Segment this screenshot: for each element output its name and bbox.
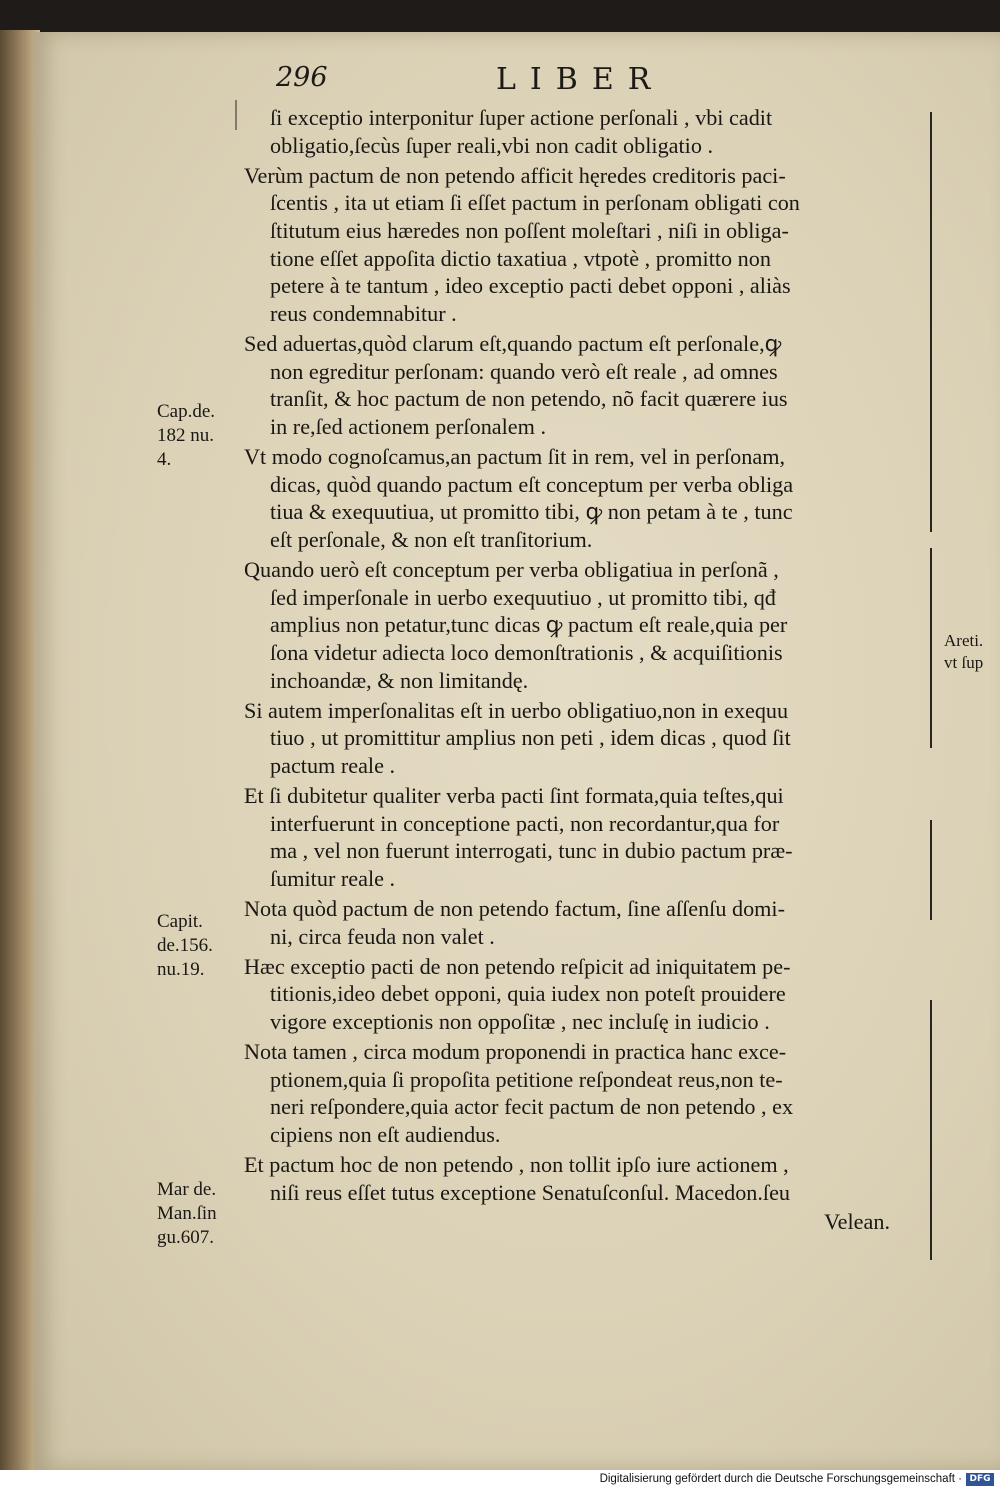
main-text bbox=[244, 104, 920, 1238]
page-number: 296 bbox=[276, 62, 328, 93]
paragraph: Et pactum hoc de non petendo , non tollit ipſo iure actionem , niſi reus eſſet tutus exceptione Senatuſconſul. Macedon.ſeu bbox=[244, 1151, 791, 1205]
paragraph: Si autem imperſonalitas eſt in uerbo obligatiuo,non in exequu tiuo , ut promittitur amplius non peti , idem dicas , quod ſit pactum reale . bbox=[244, 697, 791, 779]
dfg-logo-icon: DFG bbox=[966, 1473, 994, 1486]
page-title: LIBER bbox=[496, 62, 665, 97]
paragraph: Vt modo cognoſcamus,an pactum ſit in rem, vel in perſonam, dicas, quòd quando pactum eſt conceptum per verba obliga tiua & exequutiua, ut promitto tibi, ꝙ non petam à te , tunc eſt perſonale, & non eſt tranſitorium. bbox=[244, 444, 794, 553]
catchword: Velean. bbox=[824, 1209, 890, 1235]
margin-note: Capit. de.156. nu.19. bbox=[157, 911, 213, 980]
paragraph: Sed aduertas,quòd clarum eſt,quando pactum eſt perſonale,ꝙ non egreditur perſonam: quando verò eſt reale , ad omnes tranſit, & hoc pactum de non petendo, nõ facit quærere ius in re,ſed actionem perſonalem . bbox=[244, 331, 788, 440]
paragraph: Nota tamen , circa modum proponendi in practica hanc exce- ptionem,quia ſi propoſita petitione reſpondeat reus,non te- neri reſpondere,quia actor fecit pactum de non petendo , ex cipiens non eſt audiendus. bbox=[244, 1038, 794, 1147]
paragraph: Nota quòd pactum de non petendo factum, ſine aſſenſu domi- ni, circa feuda non valet . bbox=[244, 896, 785, 949]
paragraph: ſi exceptio interponitur ſuper actione perſonali , vbi cadit obligatio,ſecùs ſuper reali,vbi non cadit obligatio . bbox=[270, 105, 773, 158]
paragraph: Quando uerò eſt conceptum per verba obligatiua in perſonã , ſed imperſonale in uerbo exequutiuo , ut promitto tibi, qđ amplius non petatur,tunc dicas ꝙ pactum eſt reale,quia per ſona videtur adiecta loco demonſtrationis , & acquiſitionis inchoandæ, & non limitandę. bbox=[244, 557, 788, 693]
margin-note: Cap.de. 182 nu. 4. bbox=[157, 401, 216, 470]
right-margin-note: Areti. vt ſup bbox=[944, 631, 984, 672]
right-margin-rule bbox=[930, 112, 932, 532]
right-margin-rule bbox=[930, 820, 932, 920]
right-margin-rule bbox=[930, 548, 932, 748]
margin-note: Mar de. Man.ſin gu.607. bbox=[157, 1179, 217, 1248]
footer-bar bbox=[0, 1470, 1000, 1489]
left-margin-mark bbox=[235, 100, 237, 130]
running-head bbox=[270, 62, 770, 102]
paragraph: Verùm pactum de non petendo afficit hęredes creditoris paci- ſcentis , ita ut etiam ſi eſſet pactum in perſonam obligati con ſtitutum eius hæredes non poſſent moleſtari , niſi in obliga- tione eſſet appoſita dictio taxatiua , vtpotè , promitto non petere à te tantum , ideo exceptio pacti debet opponi , aliàs reus condemnabitur . bbox=[244, 162, 800, 327]
right-margin-rule bbox=[930, 1000, 932, 1260]
paragraph: Et ſi dubitetur qualiter verba pacti ſint formata,quia teſtes,qui interfuerunt in conceptione pacti, non recordantur,qua for ma , vel non fuerunt interrogati, tunc in dubio pactum præ- ſumitur reale . bbox=[244, 783, 793, 892]
footer-credit: Digitalisierung gefördert durch die Deutsche Forschungsgemeinschaft · bbox=[599, 1473, 962, 1485]
paragraph: Hæc exceptio pacti de non petendo reſpicit ad iniquitatem pe- titionis,ideo debet opponi, quia iudex non poteſt prouidere vigore exceptionis non oppoſitæ , nec incluſę in iudicio . bbox=[244, 953, 791, 1034]
